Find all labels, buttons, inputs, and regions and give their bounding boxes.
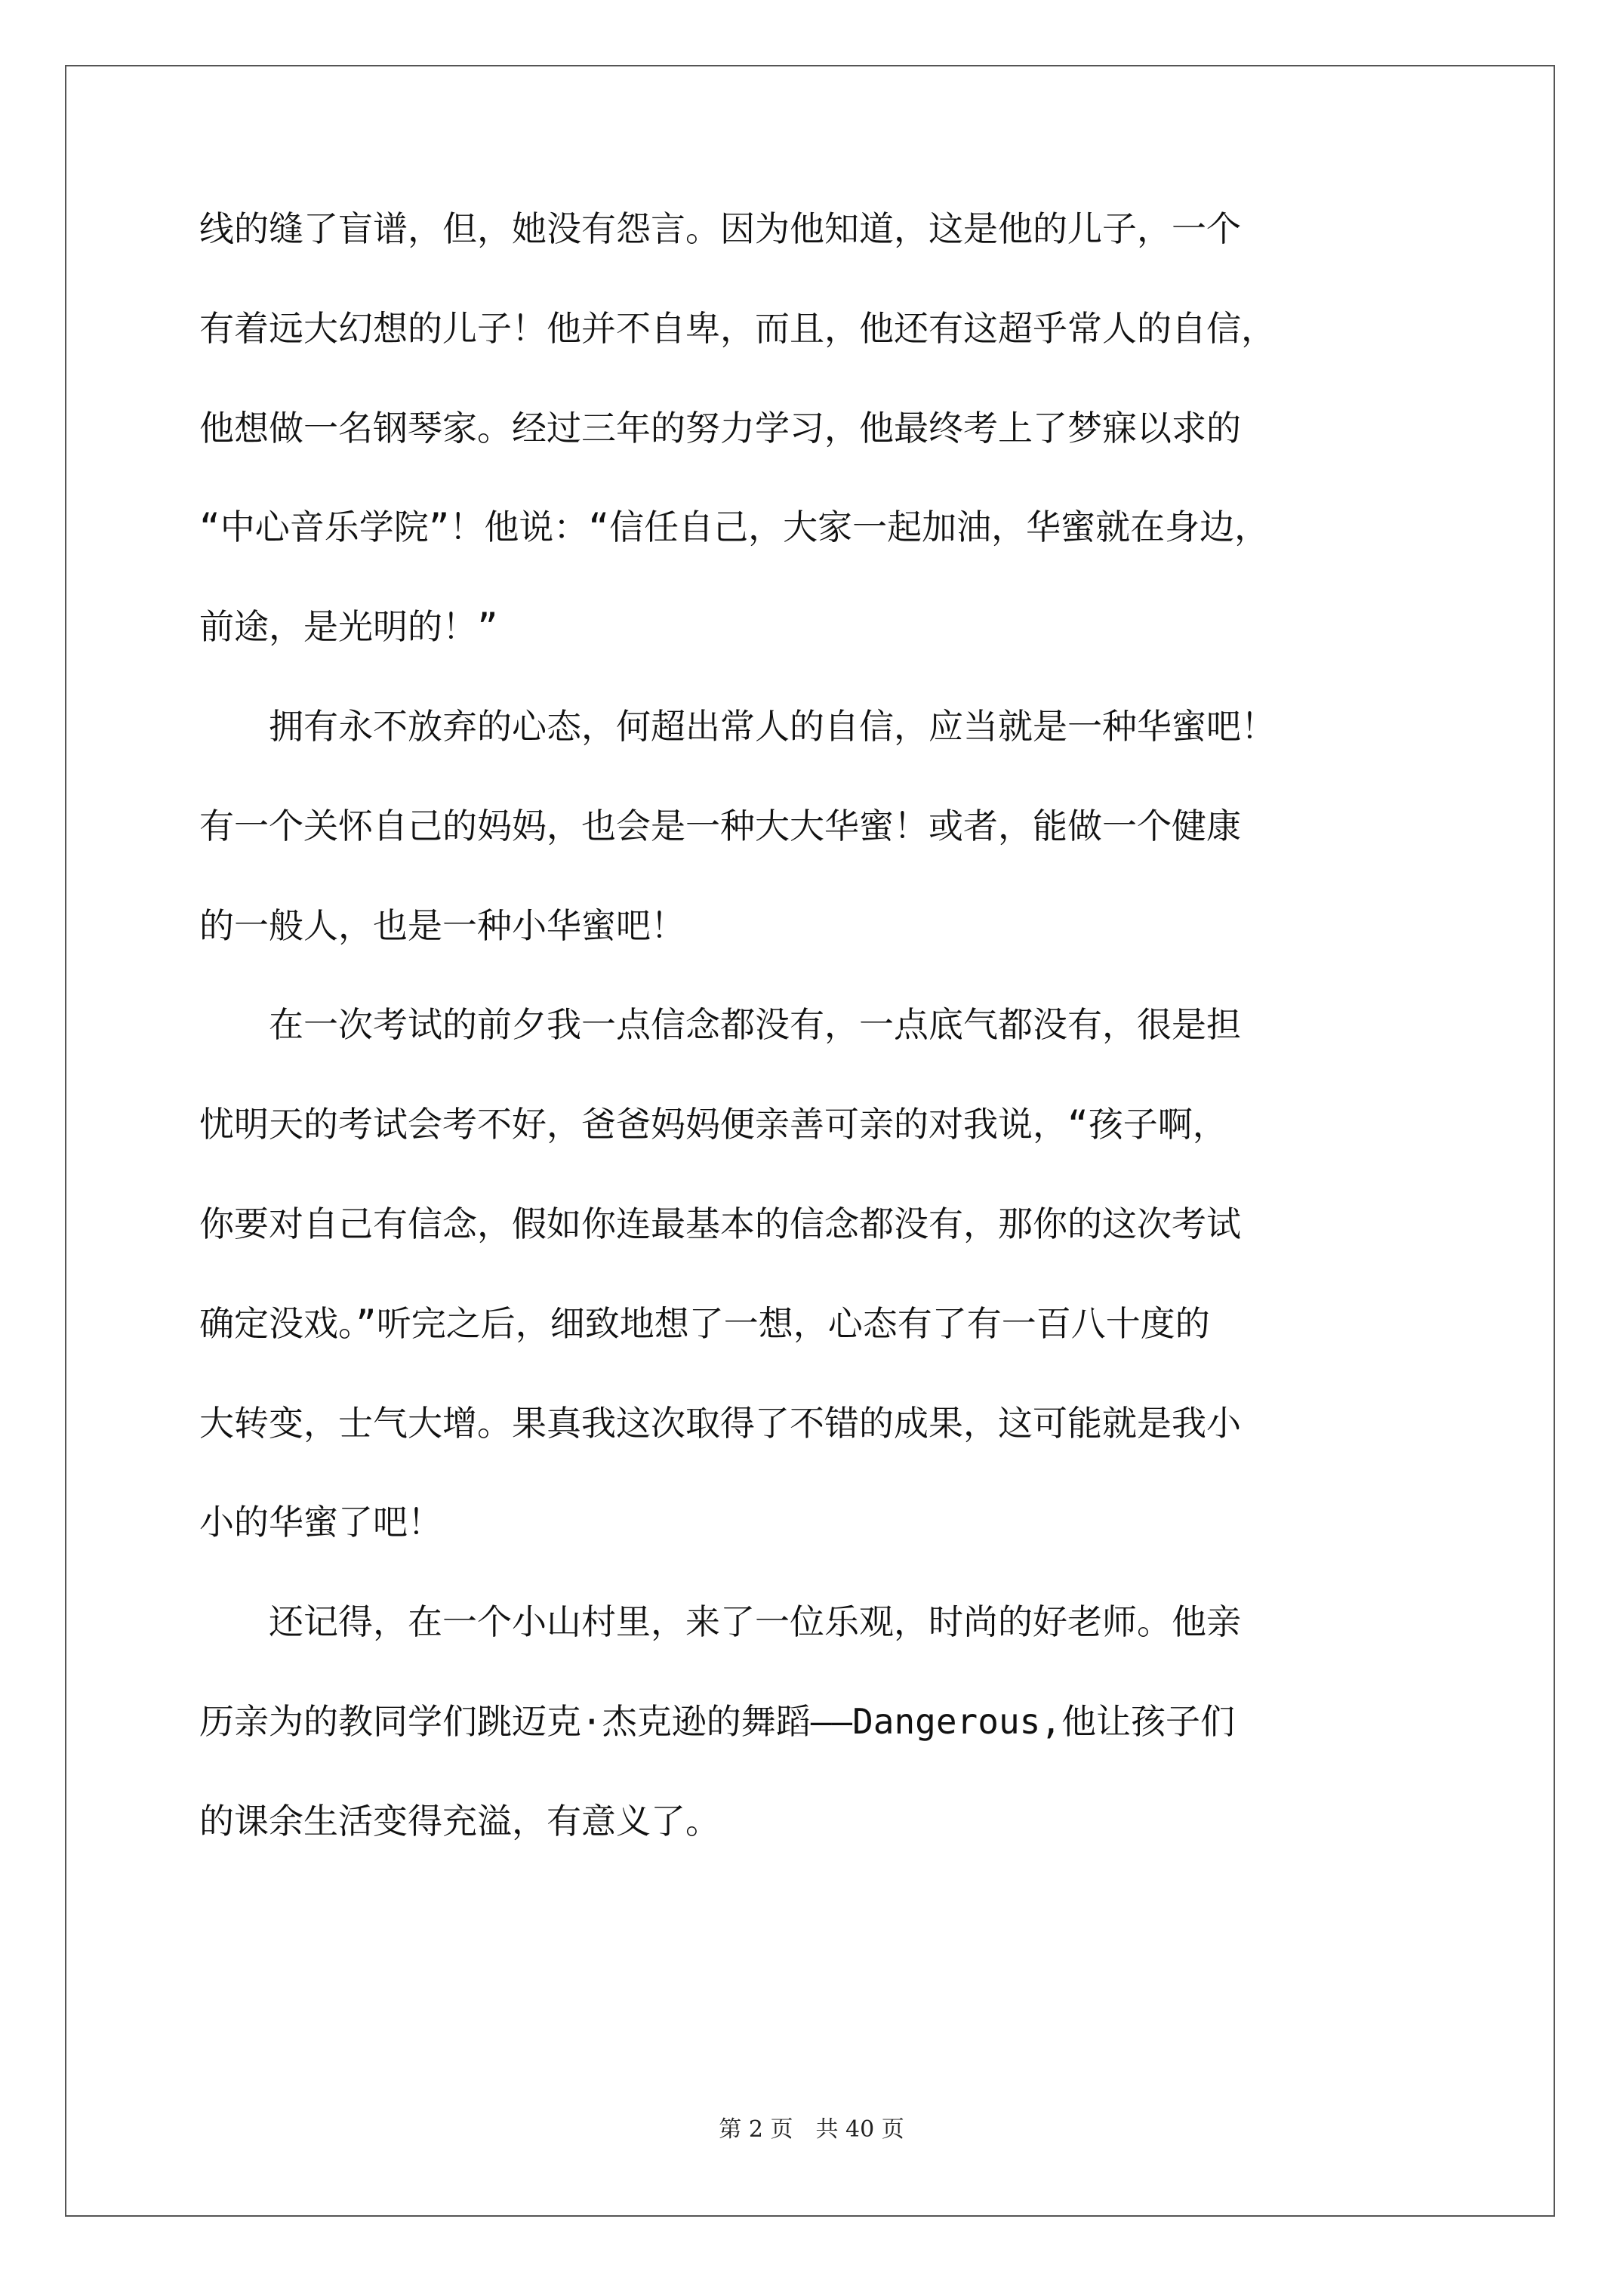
text-line: 小的华蜜了吧！ xyxy=(199,1502,442,1543)
text-line: 线的缝了盲谱，但，她没有怨言。因为他知道，这是他的儿子，一个 xyxy=(199,208,1241,249)
text-line: 还记得，在一个小山村里，来了一位乐观，时尚的好老师。他亲 xyxy=(199,1601,1241,1643)
text-line: 拥有永不放弃的心态，何超出常人的自信，应当就是一种华蜜吧！ xyxy=(199,705,1276,747)
text-line: 在一次考试的前夕我一点信念都没有，一点底气都没有，很是担 xyxy=(199,1004,1241,1046)
text-line: 的课余生活变得充溢，有意义了。 xyxy=(199,1800,720,1841)
text-line: 确定没戏。”听完之后，细致地想了一想，心态有了有一百八十度的 xyxy=(199,1302,1210,1344)
text-line: 历亲为的教同学们跳迈克·杰克逊的舞蹈——Dangerous,他让孩子们 xyxy=(199,1700,1236,1742)
body-text xyxy=(199,187,1442,1879)
text-line: 大转变，士气大增。果真我这次取得了不错的成果，这可能就是我小 xyxy=(199,1402,1241,1444)
text-line: 你要对自己有信念，假如你连最基本的信念都没有，那你的这次考试 xyxy=(199,1203,1241,1244)
text-line: 有着远大幻想的儿子！他并不自卑，而且，他还有这超乎常人的自信， xyxy=(199,307,1276,349)
text-line: “中心音乐学院”！他说：“信任自己，大家一起加油，华蜜就在身边， xyxy=(199,507,1270,548)
text-line: 的一般人，也是一种小华蜜吧！ xyxy=(199,905,685,946)
text-line: 有一个关怀自己的妈妈，也会是一种大大华蜜！或者，能做一个健康 xyxy=(199,805,1241,846)
text-line: 他想做一名钢琴家。经过三年的努力学习，他最终考上了梦寐以求的 xyxy=(199,407,1241,448)
page-number-footer: 第 2 页 共 40 页 xyxy=(719,2116,904,2143)
text-line: 忧明天的考试会考不好，爸爸妈妈便亲善可亲的对我说，“孩子啊， xyxy=(199,1104,1227,1145)
text-line: 前途，是光明的！” xyxy=(199,606,498,648)
